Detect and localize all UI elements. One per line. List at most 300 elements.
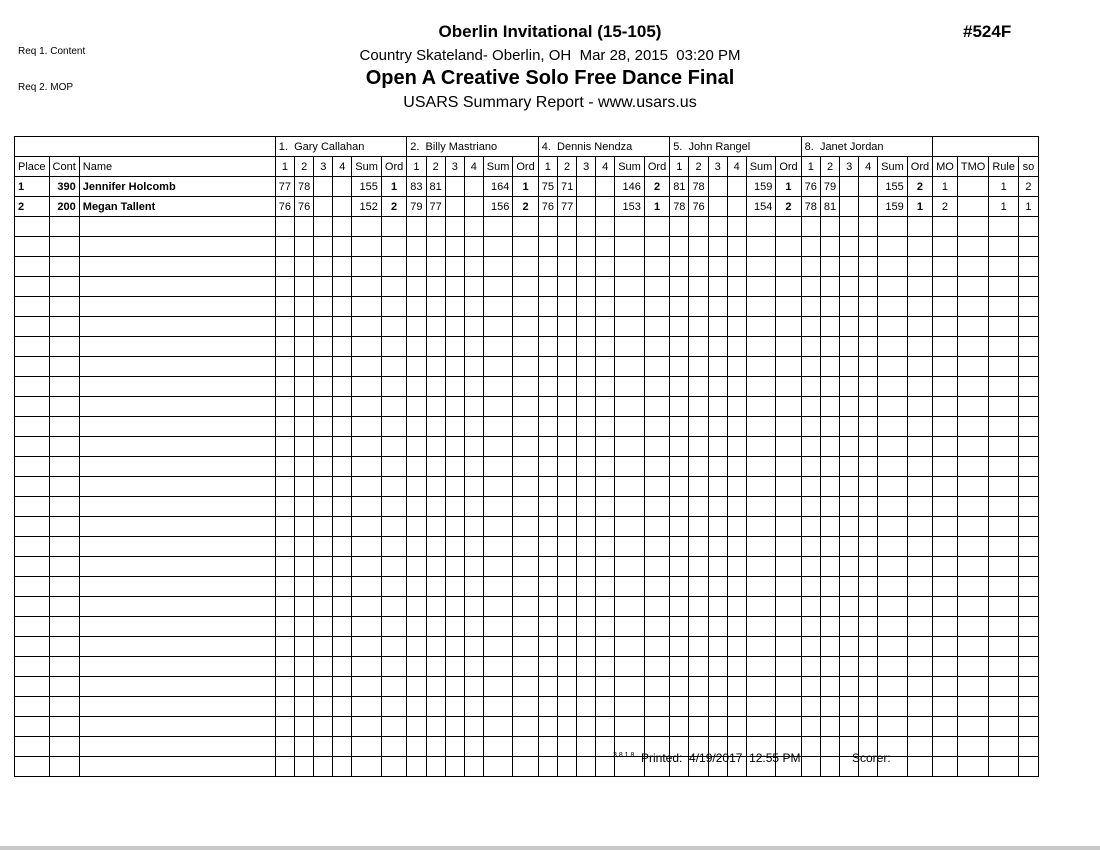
rule-cell — [989, 577, 1019, 597]
score-cell — [820, 617, 839, 637]
rule-cell — [989, 617, 1019, 637]
rule-cell — [989, 637, 1019, 657]
place-cell — [15, 417, 50, 437]
score-cell — [708, 417, 727, 437]
score-cell — [727, 397, 746, 417]
col-header-judge4-ord: Ord — [776, 157, 801, 177]
cont-cell — [49, 437, 79, 457]
score-cell — [840, 497, 859, 517]
score-cell — [426, 557, 445, 577]
score-cell — [840, 637, 859, 657]
tmo-cell — [957, 397, 988, 417]
score-cell — [295, 377, 314, 397]
rule-cell — [989, 337, 1019, 357]
score-cell — [859, 437, 878, 457]
sum-cell — [352, 397, 382, 417]
sum-cell — [483, 317, 513, 337]
ord-cell — [776, 717, 801, 737]
ord-cell — [776, 437, 801, 457]
score-cell — [464, 317, 483, 337]
score-cell — [464, 337, 483, 357]
score-cell — [840, 557, 859, 577]
score-cell — [557, 677, 576, 697]
ord-cell — [644, 537, 669, 557]
score-cell — [596, 277, 615, 297]
place-cell — [15, 517, 50, 537]
ord-cell — [907, 577, 932, 597]
so-cell — [1018, 697, 1038, 717]
score-cell — [445, 557, 464, 577]
rule-cell — [989, 517, 1019, 537]
sum-cell — [615, 557, 645, 577]
empty-row — [15, 497, 1039, 517]
score-cell — [577, 517, 596, 537]
score-cell — [464, 397, 483, 417]
mo-cell — [933, 637, 958, 657]
sum-cell — [352, 517, 382, 537]
col-header-judge4-1: 1 — [670, 157, 689, 177]
ord-cell — [776, 657, 801, 677]
score-cell — [801, 297, 820, 317]
sum-cell — [746, 217, 776, 237]
name-cell — [79, 717, 275, 737]
score-cell — [596, 637, 615, 657]
ord-cell — [776, 417, 801, 437]
score-cell — [859, 557, 878, 577]
ord-cell — [776, 477, 801, 497]
sum-cell — [483, 337, 513, 357]
score-cell — [670, 397, 689, 417]
score-cell — [708, 617, 727, 637]
score-cell — [801, 677, 820, 697]
score-cell — [275, 397, 294, 417]
score-cell — [557, 297, 576, 317]
score-cell — [689, 697, 708, 717]
place-cell — [15, 397, 50, 417]
ord-cell — [907, 697, 932, 717]
rule-cell — [989, 457, 1019, 477]
sum-cell — [615, 637, 645, 657]
ord-cell — [644, 257, 669, 277]
score-cell — [670, 277, 689, 297]
ord-cell — [513, 217, 538, 237]
score-cell — [314, 337, 333, 357]
score-cell — [333, 377, 352, 397]
score-cell — [670, 577, 689, 597]
sum-cell — [746, 657, 776, 677]
score-cell — [577, 597, 596, 617]
cont-cell — [49, 397, 79, 417]
score-cell — [859, 277, 878, 297]
ord-cell — [513, 377, 538, 397]
score-cell — [708, 477, 727, 497]
score-cell — [820, 437, 839, 457]
ord-cell — [644, 357, 669, 377]
so-cell — [1018, 677, 1038, 697]
tmo-cell — [957, 277, 988, 297]
mo-cell — [933, 577, 958, 597]
score-cell: 77 — [557, 197, 576, 217]
score-cell — [445, 377, 464, 397]
score-cell — [295, 477, 314, 497]
empty-row — [15, 577, 1039, 597]
tmo-cell — [957, 517, 988, 537]
score-cell — [708, 637, 727, 657]
ord-cell — [907, 317, 932, 337]
sum-cell — [746, 297, 776, 317]
score-cell — [314, 197, 333, 217]
so-cell — [1018, 537, 1038, 557]
score-cell — [445, 177, 464, 197]
ord-cell — [381, 457, 406, 477]
ord-cell — [644, 417, 669, 437]
score-cell — [840, 657, 859, 677]
score-cell — [708, 317, 727, 337]
sum-cell — [878, 457, 908, 477]
name-cell — [79, 317, 275, 337]
cont-cell — [49, 717, 79, 737]
place-cell — [15, 717, 50, 737]
score-cell — [820, 557, 839, 577]
score-cell — [538, 657, 557, 677]
score-cell — [859, 537, 878, 557]
score-cell — [820, 717, 839, 737]
mo-cell — [933, 237, 958, 257]
ord-cell — [776, 217, 801, 237]
score-cell — [333, 437, 352, 457]
mo-cell — [933, 277, 958, 297]
ord-cell — [381, 377, 406, 397]
so-cell: 1 — [1018, 197, 1038, 217]
sum-cell — [615, 417, 645, 437]
score-cell — [840, 477, 859, 497]
ord-cell — [381, 657, 406, 677]
score-cell — [801, 537, 820, 557]
score-cell — [727, 217, 746, 237]
mo-cell — [933, 457, 958, 477]
ord-cell — [907, 637, 932, 657]
score-cell — [689, 237, 708, 257]
ord-cell — [513, 657, 538, 677]
ord-cell — [776, 237, 801, 257]
score-cell — [708, 437, 727, 457]
score-cell — [275, 597, 294, 617]
tmo-cell — [957, 197, 988, 217]
score-cell — [295, 357, 314, 377]
place-cell: 2 — [15, 197, 50, 217]
empty-row — [15, 337, 1039, 357]
score-cell — [333, 577, 352, 597]
score-cell — [314, 377, 333, 397]
score-cell — [314, 597, 333, 617]
so-cell — [1018, 637, 1038, 657]
score-cell — [295, 457, 314, 477]
cont-cell — [49, 477, 79, 497]
sum-cell — [746, 597, 776, 617]
score-cell — [596, 537, 615, 557]
sum-cell — [483, 617, 513, 637]
score-cell — [840, 317, 859, 337]
score-cell — [820, 537, 839, 557]
sum-cell: 155 — [352, 177, 382, 197]
name-cell — [79, 537, 275, 557]
score-cell — [820, 257, 839, 277]
score-cell — [426, 717, 445, 737]
score-cell — [840, 437, 859, 457]
score-cell — [557, 417, 576, 437]
empty-row — [15, 717, 1039, 737]
col-header-judge5-2: 2 — [820, 157, 839, 177]
score-cell — [820, 357, 839, 377]
score-cell — [596, 417, 615, 437]
score-cell — [689, 597, 708, 617]
score-cell — [801, 697, 820, 717]
ord-cell — [907, 457, 932, 477]
cont-cell — [49, 597, 79, 617]
so-cell — [1018, 397, 1038, 417]
score-cell — [859, 617, 878, 637]
sum-cell — [878, 717, 908, 737]
sum-cell — [878, 657, 908, 677]
ord-cell — [907, 597, 932, 617]
col-header-judge2-1: 1 — [407, 157, 426, 177]
rule-cell — [989, 397, 1019, 417]
ord-cell — [907, 477, 932, 497]
score-cell — [689, 317, 708, 337]
score-cell — [333, 257, 352, 277]
name-cell — [79, 577, 275, 597]
score-cell — [708, 457, 727, 477]
score-cell — [538, 557, 557, 577]
score-cell — [689, 657, 708, 677]
ord-cell — [776, 677, 801, 697]
rule-cell: 1 — [989, 177, 1019, 197]
ord-cell — [513, 677, 538, 697]
sum-cell — [746, 557, 776, 577]
score-cell — [596, 677, 615, 697]
col-header-judge5-ord: Ord — [907, 157, 932, 177]
empty-row — [15, 417, 1039, 437]
sum-cell — [483, 497, 513, 517]
judge-header-5: 8. Janet Jordan — [801, 137, 932, 157]
sum-cell — [352, 557, 382, 577]
score-cell — [708, 217, 727, 237]
score-cell — [445, 677, 464, 697]
score-cell — [295, 537, 314, 557]
column-header-row — [15, 157, 1039, 177]
ord-cell — [381, 477, 406, 497]
score-cell — [859, 297, 878, 317]
score-cell — [333, 197, 352, 217]
tmo-cell — [957, 577, 988, 597]
score-cell — [314, 257, 333, 277]
score-cell — [538, 237, 557, 257]
empty-row — [15, 597, 1039, 617]
score-cell: 77 — [426, 197, 445, 217]
ord-cell — [644, 557, 669, 577]
report-title: USARS Summary Report - www.usars.us — [403, 94, 697, 111]
score-cell — [333, 177, 352, 197]
ord-cell — [513, 397, 538, 417]
score-cell — [557, 457, 576, 477]
score-cell — [557, 377, 576, 397]
sum-cell — [483, 257, 513, 277]
ord-cell — [776, 297, 801, 317]
name-cell: Megan Tallent — [79, 197, 275, 217]
score-cell — [840, 197, 859, 217]
score-cell — [670, 477, 689, 497]
empty-row — [15, 697, 1039, 717]
score-cell: 71 — [557, 177, 576, 197]
so-cell — [1018, 717, 1038, 737]
score-cell — [708, 597, 727, 617]
score-cell — [596, 517, 615, 537]
judge-header-4: 5. John Rangel — [670, 137, 801, 157]
score-cell — [689, 417, 708, 437]
place-cell — [15, 317, 50, 337]
name-cell — [79, 217, 275, 237]
so-cell — [1018, 257, 1038, 277]
col-header-judge1-ord: Ord — [381, 157, 406, 177]
score-cell — [670, 217, 689, 237]
score-cell — [727, 617, 746, 637]
score-cell: 81 — [670, 177, 689, 197]
ord-cell — [907, 217, 932, 237]
score-cell — [275, 417, 294, 437]
ord-cell — [381, 537, 406, 557]
score-cell — [275, 457, 294, 477]
score-cell — [407, 397, 426, 417]
cont-cell — [49, 297, 79, 317]
score-cell — [820, 377, 839, 397]
place-cell — [15, 237, 50, 257]
so-cell — [1018, 357, 1038, 377]
score-cell — [314, 557, 333, 577]
sum-cell — [352, 637, 382, 657]
ord-cell — [644, 397, 669, 417]
score-cell — [538, 577, 557, 597]
score-cell — [407, 377, 426, 397]
empty-row — [15, 457, 1039, 477]
score-cell — [426, 317, 445, 337]
cont-cell — [49, 497, 79, 517]
ord-cell — [776, 577, 801, 597]
score-cell — [689, 277, 708, 297]
score-cell — [727, 297, 746, 317]
cont-cell — [49, 697, 79, 717]
place-cell — [15, 697, 50, 717]
tmo-cell — [957, 677, 988, 697]
ord-cell — [381, 217, 406, 237]
ord-cell — [513, 557, 538, 577]
cont-cell — [49, 657, 79, 677]
sum-cell — [878, 537, 908, 557]
score-cell — [577, 357, 596, 377]
ord-cell — [513, 517, 538, 537]
score-cell — [314, 637, 333, 657]
score-cell — [689, 217, 708, 237]
sum-cell — [746, 437, 776, 457]
col-header-tmo: TMO — [957, 157, 988, 177]
tmo-cell — [957, 477, 988, 497]
ord-cell — [381, 397, 406, 417]
ord-cell — [776, 357, 801, 377]
score-cell — [670, 297, 689, 317]
sum-cell — [352, 437, 382, 457]
score-cell — [670, 657, 689, 677]
score-cell — [577, 477, 596, 497]
ord-cell — [381, 617, 406, 637]
score-cell — [727, 197, 746, 217]
score-cell — [333, 497, 352, 517]
score-cell — [538, 457, 557, 477]
ord-cell — [513, 297, 538, 317]
ord-cell — [644, 677, 669, 697]
tmo-cell — [957, 597, 988, 617]
score-cell — [577, 257, 596, 277]
score-cell — [689, 377, 708, 397]
score-cell — [670, 697, 689, 717]
ord-cell: 1 — [513, 177, 538, 197]
score-cell — [689, 437, 708, 457]
name-cell — [79, 697, 275, 717]
score-cell — [314, 417, 333, 437]
sum-cell — [878, 277, 908, 297]
score-cell — [577, 457, 596, 477]
score-cell — [708, 717, 727, 737]
col-header-judge2-sum: Sum — [483, 157, 513, 177]
score-cell — [464, 357, 483, 377]
ord-cell: 2 — [776, 197, 801, 217]
score-cell — [445, 497, 464, 517]
sum-cell — [615, 217, 645, 237]
score-cell — [859, 497, 878, 517]
rule-cell — [989, 717, 1019, 737]
score-cell — [426, 337, 445, 357]
name-cell — [79, 237, 275, 257]
ord-cell — [907, 537, 932, 557]
score-cell — [727, 697, 746, 717]
score-cell — [708, 397, 727, 417]
score-cell — [689, 397, 708, 417]
score-cell — [333, 617, 352, 637]
score-cell — [689, 337, 708, 357]
score-cell — [708, 537, 727, 557]
sum-cell — [878, 357, 908, 377]
sum-cell — [483, 417, 513, 437]
score-cell — [275, 377, 294, 397]
score-cell — [859, 637, 878, 657]
ord-cell: 1 — [776, 177, 801, 197]
sum-cell — [352, 697, 382, 717]
score-cell: 76 — [538, 197, 557, 217]
score-cell — [727, 577, 746, 597]
ord-cell — [907, 257, 932, 277]
sum-cell — [352, 717, 382, 737]
judge-header-1: 1. Gary Callahan — [275, 137, 406, 157]
score-cell — [538, 297, 557, 317]
sum-cell — [746, 257, 776, 277]
score-cell — [596, 237, 615, 257]
score-cell — [708, 657, 727, 677]
ord-cell — [644, 317, 669, 337]
score-cell — [314, 177, 333, 197]
score-cell — [407, 337, 426, 357]
mo-cell — [933, 397, 958, 417]
place-cell — [15, 437, 50, 457]
cont-cell — [49, 637, 79, 657]
sum-cell — [483, 357, 513, 377]
